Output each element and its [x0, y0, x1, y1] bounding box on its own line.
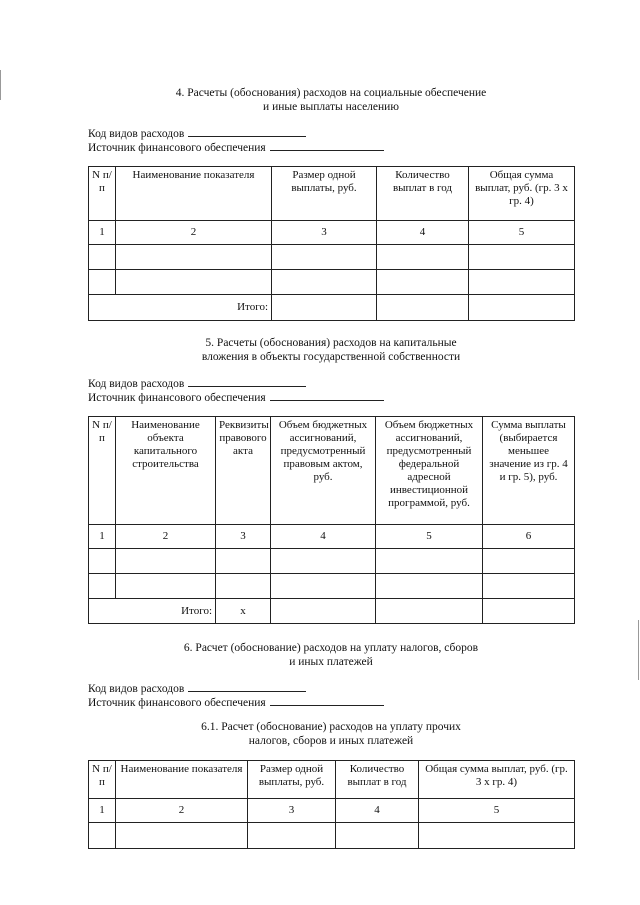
column-number-cell: 2	[116, 799, 248, 823]
code-input-line[interactable]	[188, 126, 306, 137]
table-cell[interactable]	[116, 823, 248, 849]
table-cell[interactable]	[116, 574, 216, 599]
section6-heading	[88, 641, 574, 669]
table-header-row	[89, 167, 575, 221]
section5-source-field	[88, 390, 384, 405]
column-number-cell: 4	[271, 525, 376, 549]
table-row	[89, 549, 575, 574]
header-cell: Объем бюджетных ассигнований, предусмотренный правовым актом, руб.	[271, 417, 376, 525]
table-cell[interactable]	[469, 295, 575, 321]
header-cell: Размер одной выплаты, руб.	[248, 761, 336, 799]
table-cell[interactable]	[377, 270, 469, 295]
column-number-cell: 6	[483, 525, 575, 549]
header-cell: Реквизиты правового акта	[216, 417, 271, 525]
table-cell[interactable]	[419, 823, 575, 849]
header-cell: Общая сумма выплат, руб. (гр. 3 х гр. 4)	[419, 761, 575, 799]
column-number-cell: 2	[116, 525, 216, 549]
column-number-cell: 1	[89, 525, 116, 549]
table-row	[89, 270, 575, 295]
header-cell: N п/п	[89, 761, 116, 799]
table-cell[interactable]	[483, 549, 575, 574]
table-cell[interactable]	[469, 245, 575, 270]
header-cell: Наименование объекта капитального строительства	[116, 417, 216, 525]
header-cell: Объем бюджетных ассигнований, предусмотренный федеральной адресной инвестиционной программой, руб.	[376, 417, 483, 525]
table-cell[interactable]	[116, 270, 272, 295]
section61-table	[88, 760, 575, 849]
code-input-line[interactable]	[188, 376, 306, 387]
column-number-cell: 3	[248, 799, 336, 823]
section4-table	[88, 166, 575, 321]
column-number-row	[89, 799, 575, 823]
table-cell[interactable]	[483, 599, 575, 624]
table-cell[interactable]	[272, 245, 377, 270]
total-row	[89, 295, 575, 321]
section5-title-line1: 5. Расчеты (обоснования) расходов на капитальные	[205, 337, 457, 349]
column-number-cell: 4	[336, 799, 419, 823]
table-row	[89, 574, 575, 599]
section4-source-field	[88, 140, 384, 155]
table-row	[89, 823, 575, 849]
table-cell[interactable]	[376, 574, 483, 599]
total-row	[89, 599, 575, 624]
table-cell[interactable]	[248, 823, 336, 849]
table-cell[interactable]	[377, 295, 469, 321]
table-cell[interactable]	[469, 270, 575, 295]
section6-title-line1: 6. Расчет (обоснование) расходов на уплату налогов, сборов	[183, 642, 479, 654]
table-header-row	[89, 761, 575, 799]
section4-title-line1: 4. Расчеты (обоснования) расходов на социальные обеспечение	[175, 87, 487, 99]
column-number-cell: 5	[469, 221, 575, 245]
section4-heading	[88, 86, 574, 114]
header-cell: Количество выплат в год	[377, 167, 469, 221]
header-cell: Наименование показателя	[116, 167, 272, 221]
section6-code-field	[88, 681, 306, 696]
header-cell: Общая сумма выплат, руб. (гр. 3 х гр. 4)	[469, 167, 575, 221]
total-mark: x	[216, 599, 271, 624]
section61-title-line2: налогов, сборов и иных платежей	[248, 735, 414, 747]
table-header-row	[89, 417, 575, 525]
table-cell[interactable]	[89, 574, 116, 599]
table-cell[interactable]	[216, 549, 271, 574]
table-cell[interactable]	[216, 574, 271, 599]
table-cell[interactable]	[376, 549, 483, 574]
table-cell[interactable]	[336, 823, 419, 849]
code-label: Код видов расходов	[88, 128, 185, 140]
source-input-line[interactable]	[270, 695, 384, 706]
header-cell: N п/п	[89, 417, 116, 525]
table-row	[89, 245, 575, 270]
table-cell[interactable]	[272, 295, 377, 321]
table-cell[interactable]	[89, 270, 116, 295]
code-label: Код видов расходов	[88, 683, 185, 695]
section61-heading	[88, 720, 574, 748]
table-cell[interactable]	[272, 270, 377, 295]
section5-table	[88, 416, 575, 624]
column-number-cell: 1	[89, 799, 116, 823]
section6-title-line2: и иных платежей	[289, 656, 373, 668]
column-number-cell: 2	[116, 221, 272, 245]
scan-edge-mark	[0, 70, 1, 100]
column-number-cell: 4	[377, 221, 469, 245]
table-cell[interactable]	[377, 245, 469, 270]
header-cell: Наименование показателя	[116, 761, 248, 799]
total-label: Итого:	[89, 599, 216, 624]
table-cell[interactable]	[116, 549, 216, 574]
section61-title-line1: 6.1. Расчет (обоснование) расходов на уплату прочих	[201, 721, 461, 733]
code-label: Код видов расходов	[88, 378, 185, 390]
section4-code-field	[88, 126, 306, 141]
section6-source-field	[88, 695, 384, 710]
source-label: Источник финансового обеспечения	[88, 142, 266, 154]
header-cell: Сумма выплаты (выбирается меньшее значение из гр. 4 и гр. 5), руб.	[483, 417, 575, 525]
header-cell: Размер одной выплаты, руб.	[272, 167, 377, 221]
table-cell[interactable]	[89, 823, 116, 849]
section5-title-line2: вложения в объекты государственной собственности	[201, 351, 461, 363]
column-number-cell: 5	[419, 799, 575, 823]
source-input-line[interactable]	[270, 390, 384, 401]
table-cell[interactable]	[271, 574, 376, 599]
column-number-cell: 5	[376, 525, 483, 549]
header-cell: N п/п	[89, 167, 116, 221]
table-cell[interactable]	[483, 574, 575, 599]
table-cell[interactable]	[271, 549, 376, 574]
column-number-cell: 1	[89, 221, 116, 245]
source-input-line[interactable]	[270, 140, 384, 151]
table-cell[interactable]	[89, 549, 116, 574]
section5-heading	[88, 336, 574, 364]
scan-edge-mark	[638, 620, 639, 680]
column-number-row	[89, 525, 575, 549]
header-cell: Количество выплат в год	[336, 761, 419, 799]
section4-title-line2: и иные выплаты населению	[263, 101, 399, 113]
table-cell[interactable]	[271, 599, 376, 624]
source-label: Источник финансового обеспечения	[88, 392, 266, 404]
table-cell[interactable]	[89, 245, 116, 270]
column-number-cell: 3	[272, 221, 377, 245]
code-input-line[interactable]	[188, 681, 306, 692]
column-number-row	[89, 221, 575, 245]
table-cell[interactable]	[376, 599, 483, 624]
total-label: Итого:	[89, 295, 272, 321]
table-cell[interactable]	[116, 245, 272, 270]
section5-code-field	[88, 376, 306, 391]
column-number-cell: 3	[216, 525, 271, 549]
source-label: Источник финансового обеспечения	[88, 697, 266, 709]
